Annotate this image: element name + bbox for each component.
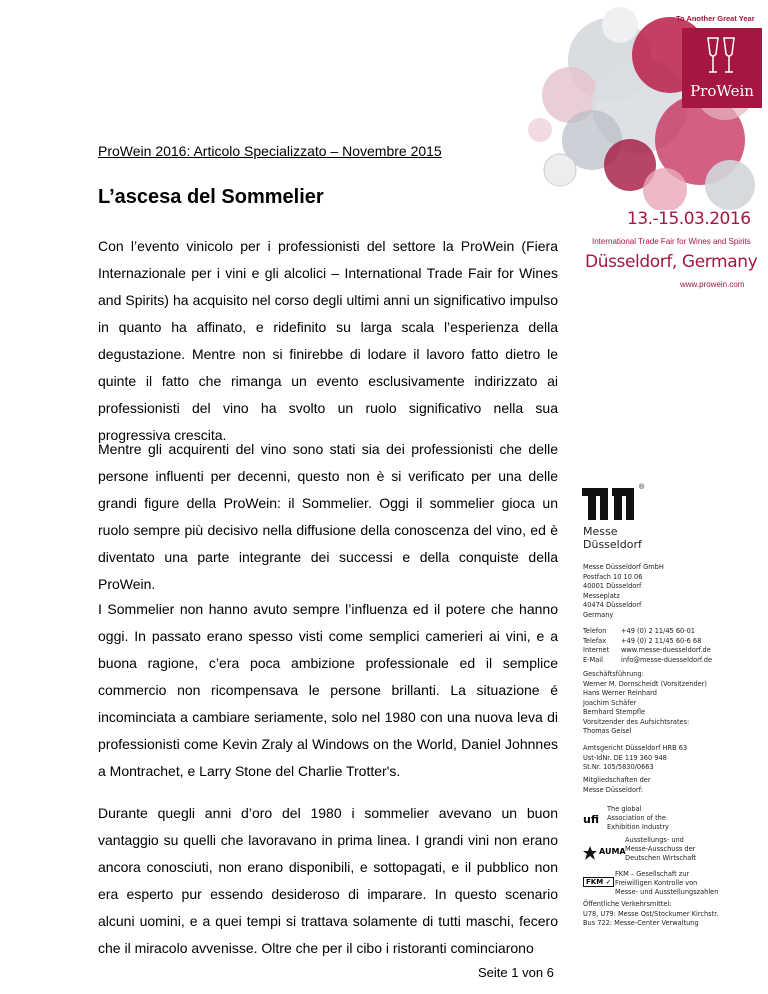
fkm-line: Messe- und Ausstellungszahlen [615, 888, 719, 896]
contact-row [583, 646, 712, 656]
fkm-logo [583, 877, 614, 887]
members-line: Messe Düsseldorf: [583, 785, 644, 794]
paragraph-1: Con l’evento vinicolo per i professionisti del settore la ProWein (Fiera Internazionale per i vini e gli alcolici – International Trade Fair for Wines and Spirits) ha acquisito nel corso degli ultimi anni un significativo impulso in quanto ha affinato, e ridefinito su larga scala l’esperienza della degustazione. Mentre non si finirebbe di lodare il lavoro fatto dietro le quinte il fatto che rimanga un evento esclusivamente indirizzato ai professionisti del vino ha svolto un ruolo significativo nella sua progressiva crescita. [98, 238, 558, 443]
event-dates: 13.-15.03.2016 [627, 209, 751, 229]
court-registration [583, 744, 687, 773]
auma-line: Messe-Ausschuss der [625, 845, 696, 853]
management-line: Werner M. Dornscheidt (Vorsitzender) [583, 679, 707, 688]
address-line: 40001 Düsseldorf [583, 582, 642, 590]
management-line: Geschäftsführung: [583, 670, 644, 678]
public-transport [583, 900, 718, 929]
transit-line: U78, U79: Messe Ost/Stockumer Kirchstr. [583, 909, 719, 918]
logo-text: ProWein [690, 82, 754, 100]
document-header: ProWein 2016: Articolo Specializzato – Novembre 2015 [98, 143, 442, 159]
management-line: Joachim Schäfer [583, 698, 637, 707]
management-line: Bernhard Stempfle [583, 708, 646, 716]
organizer-address [583, 563, 664, 620]
ufi-description [607, 805, 669, 832]
contact-label: Telefon [583, 627, 607, 635]
contact-value: +49 (0) 2 11/45 60-6 68 [621, 636, 702, 645]
organizer-name-line: Düsseldorf [583, 538, 642, 551]
tagline: To Another Great Year [676, 14, 755, 23]
contact-row [583, 627, 712, 637]
check-icon: ✓ [605, 878, 612, 886]
auma-star-icon [583, 846, 597, 860]
management-line: Vorsitzender des Aufsichtsrates: [583, 717, 690, 726]
fkm-line: FKM – Gesellschaft zur [615, 870, 690, 878]
ufi-line: The global [607, 805, 642, 813]
court-line: St.Nr. 105/5830/0663 [583, 763, 654, 771]
page-footer: Seite 1 von 6 [478, 965, 554, 980]
auma-logo: AUMA [599, 847, 626, 856]
contact-row [583, 656, 712, 666]
contact-value[interactable]: www.messe-duesseldorf.de [621, 646, 711, 654]
fkm-badge: FKM [586, 878, 604, 886]
contact-label: E-Mail [583, 655, 603, 664]
event-city: Düsseldorf, Germany [585, 252, 758, 272]
address-line: Messeplatz [583, 591, 620, 600]
fair-name: International Trade Fair for Wines and Spirits [592, 237, 751, 246]
wine-glasses-icon [704, 36, 740, 76]
transit-line: Bus 722: Messe-Center Verwaltung [583, 919, 699, 927]
contact-label: Internet [583, 646, 610, 654]
article-title: L’ascesa del Sommelier [98, 186, 324, 208]
organizer-name-line: Messe [583, 525, 618, 538]
paragraph-3: I Sommelier non hanno avuto sempre l’influenza ed il potere che hanno oggi. In passato erano spesso visti come semplici camerieri ai vini, e a buona ragione, c’era poca ambizione professionale ed il semplice commercio non ricompensava le persone brillanti. La situazione é incominciata a cambiare seriamente, solo nel 1980 con una nuova leva di professionisti come Kevin Zraly al Windows on the World, Daniel Johnnes a Montrachet, e Larry Stone del Charlie Trotter's. [98, 601, 558, 779]
paragraph-4: Durante quegli anni d’oro del 1980 i sommelier avevano un buon vantaggio su quelli che lavoravano in prima linea. I grandi vini non erano ancora conosciuti, non erano disponibili, e sottopagati, e il pubblico non era esperto pur essendo desideroso di imparare. In questo scenario alcuni uomini, e a quei tempi si trattava solamente di tutti maschi, fecero che il miracolo avvenisse. Oltre che per il cibo i ristoranti cominciarono [98, 805, 558, 956]
contact-value: +49 (0) 2 11/45 60-01 [621, 627, 695, 635]
contact-row [583, 637, 712, 647]
ufi-logo: ufi [583, 813, 599, 826]
organizer-name [583, 525, 642, 551]
registered-mark: ® [639, 484, 645, 491]
address-line: Germany [583, 610, 614, 619]
contact-value[interactable]: info@messe-duesseldorf.de [621, 655, 713, 664]
address-line: 40474 Düsseldorf [583, 601, 642, 609]
auma-line: Deutschen Wirtschaft [625, 854, 697, 862]
management-line: Hans Werner Reinhard [583, 689, 657, 697]
court-line: Amtsgericht Düsseldorf HRB 63 [583, 744, 688, 752]
memberships-heading [583, 776, 651, 795]
contact-label: Telefax [583, 636, 607, 645]
management-list [583, 670, 707, 737]
members-line: Mitgliedschaften der [583, 776, 651, 784]
fkm-membership [583, 870, 723, 898]
ufi-line: Association of the [607, 814, 666, 822]
auma-membership [583, 836, 713, 866]
prowein-logo [682, 28, 762, 108]
ufi-line: Exhibition Industry [607, 823, 669, 831]
fkm-description [615, 870, 718, 897]
address-line: Postfach 10 10 06 [583, 572, 643, 581]
website-link[interactable]: www.prowein.com [680, 280, 745, 289]
court-line: Ust-IdNr. DE 119 360 948 [583, 753, 667, 762]
fkm-line: Freiwilligen Kontrolle von [615, 879, 698, 887]
address-line: Messe Düsseldorf GmbH [583, 563, 664, 571]
auma-description [625, 836, 696, 863]
messe-duesseldorf-logo-icon [580, 486, 636, 522]
ufi-membership [583, 805, 693, 833]
management-line: Thomas Geisel [583, 727, 632, 735]
paragraph-2: Mentre gli acquirenti del vino sono stati sia dei professionisti che delle persone influenti per decenni, questo non è si verificato per una delle grandi figure della ProWein: il Sommelier. Oggi il sommelier gioca un ruolo sempre più decisivo nella diffusione della conoscenza del vino, ed è diventato una parte integrante dei successi e della conquiste della ProWein. [98, 441, 558, 592]
auma-line: Ausstellungs- und [625, 836, 684, 844]
organizer-contact [583, 627, 712, 665]
transit-line: Öffentliche Verkehrsmittel: [583, 900, 672, 908]
